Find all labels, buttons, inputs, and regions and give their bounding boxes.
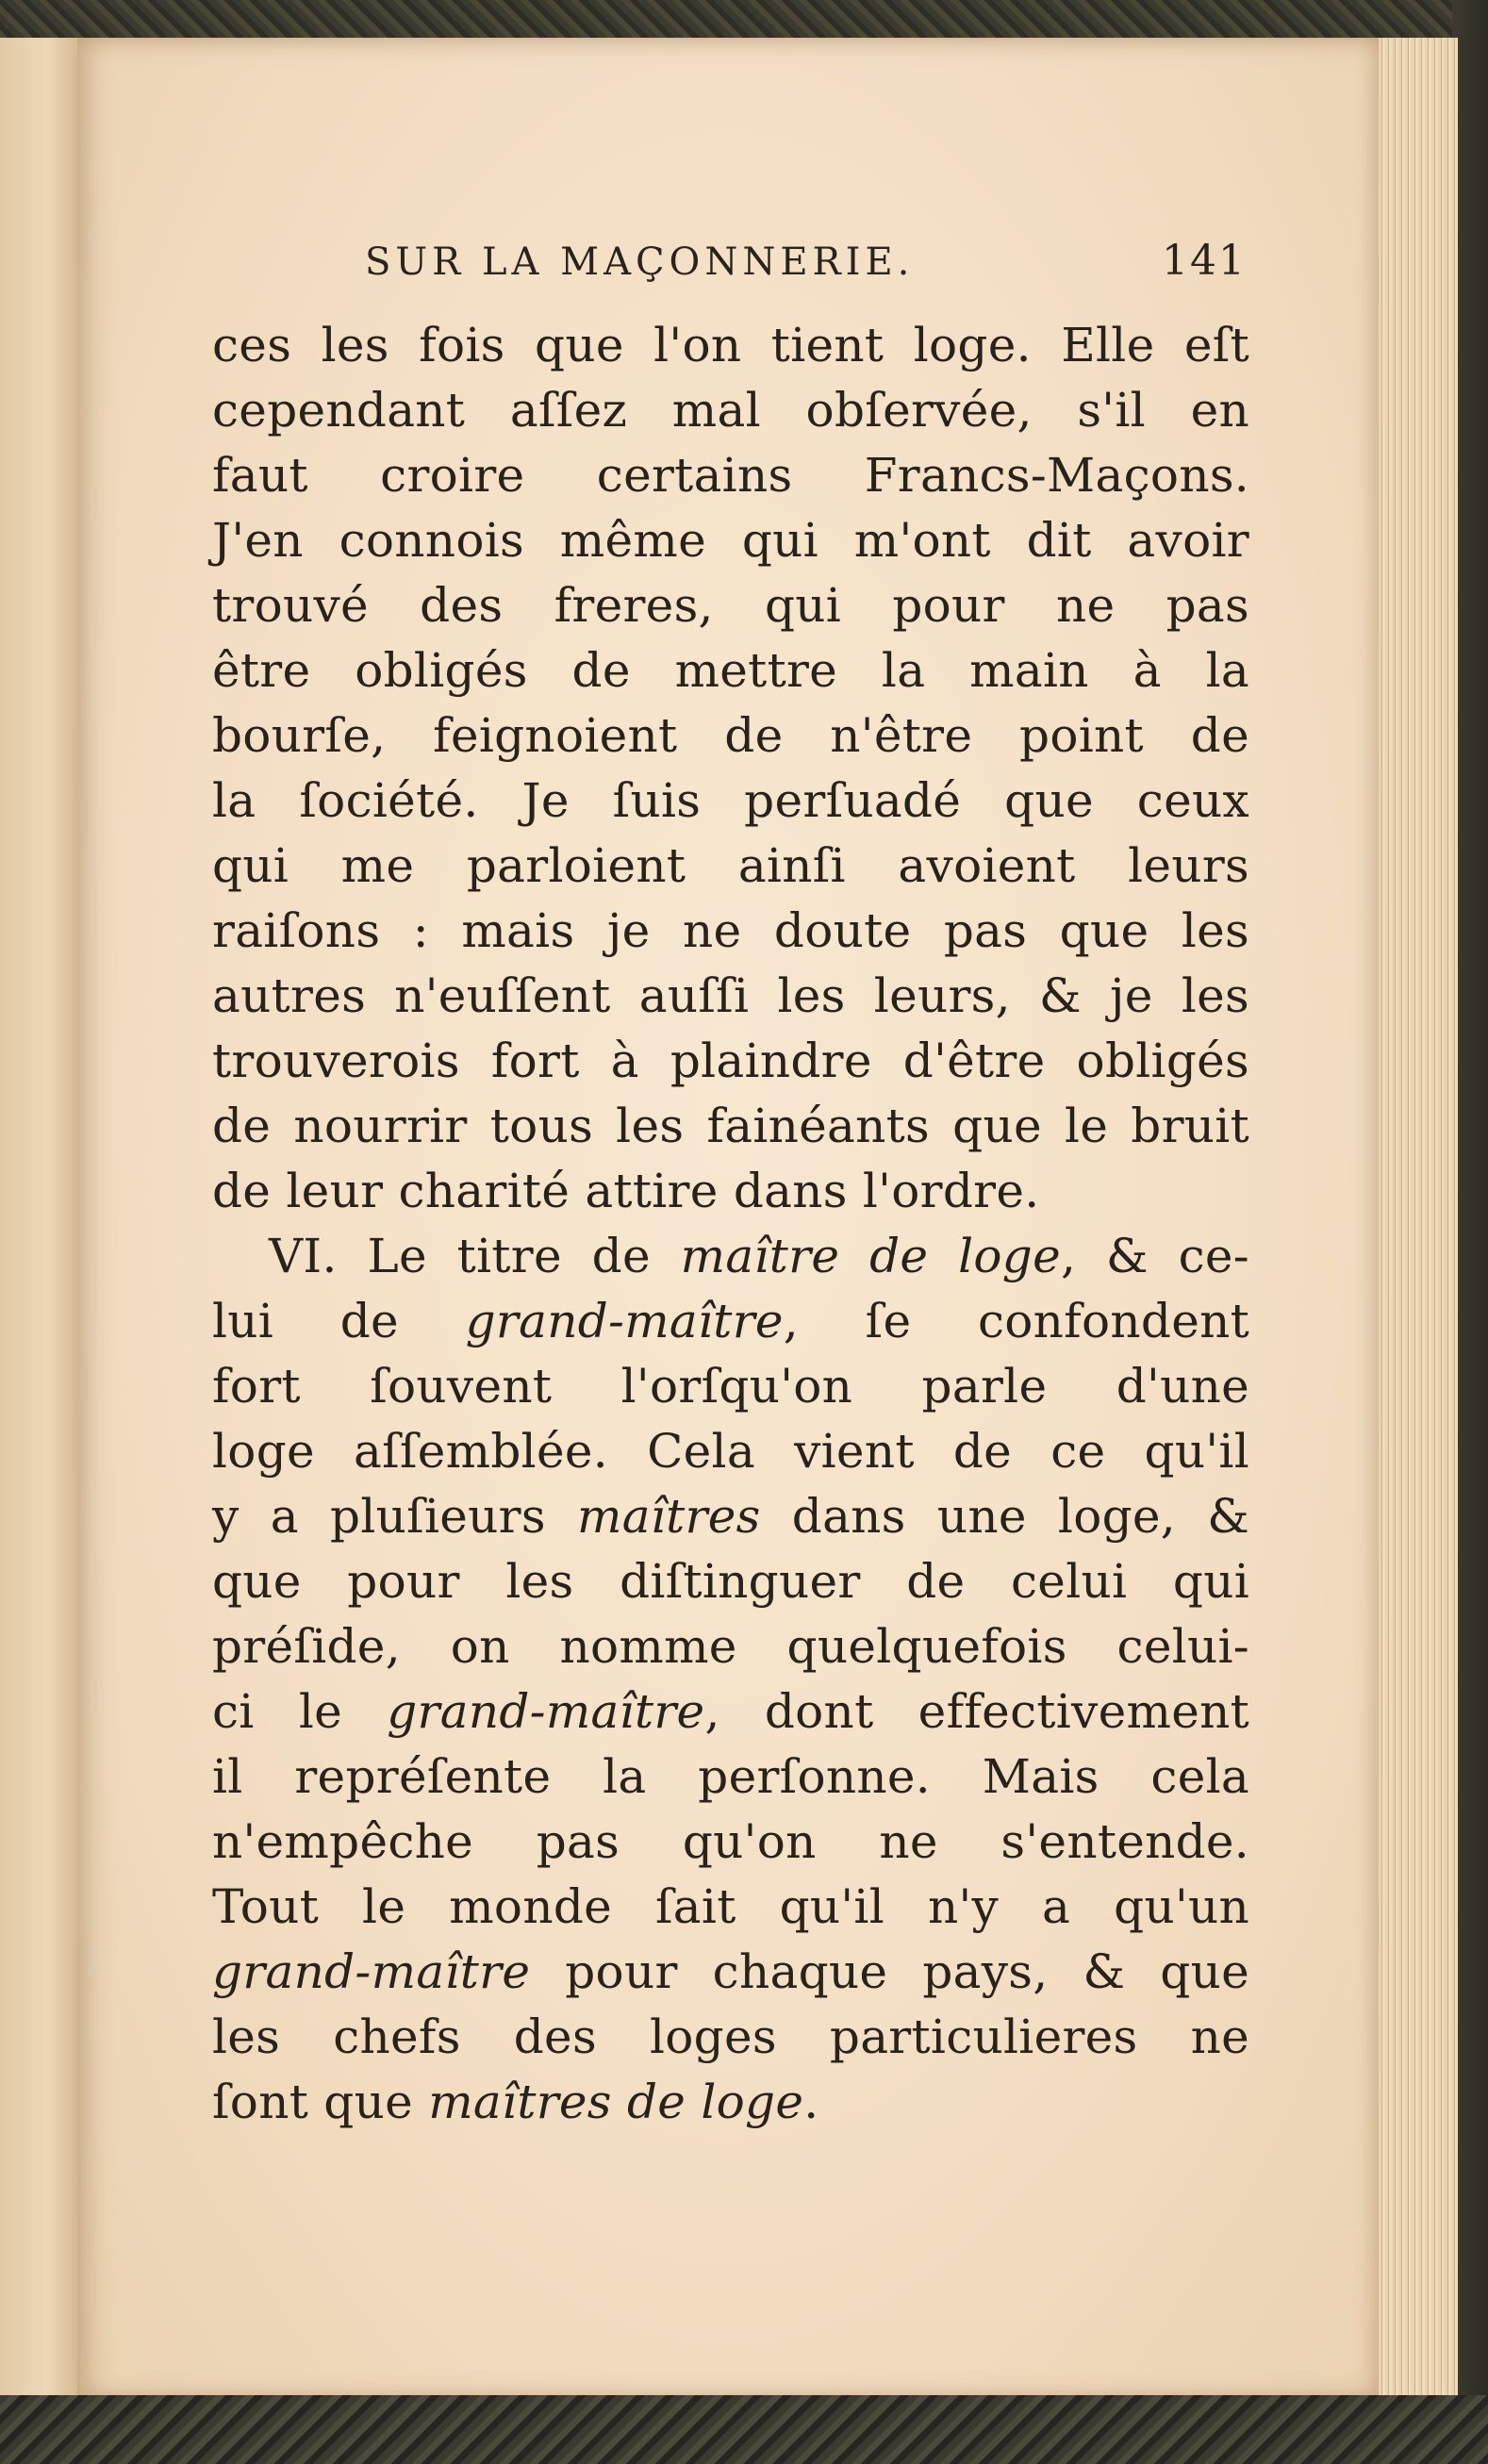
- running-head: SUR LA MAÇONNERIE.: [365, 240, 915, 284]
- text-run: dans une loge, &: [760, 1489, 1249, 1544]
- text-run: que pour les diſtinguer de celui qui: [212, 1554, 1249, 1609]
- text-run: y a pluſieurs: [212, 1489, 577, 1544]
- page-stack-edges: [1377, 38, 1458, 2400]
- text-line: [212, 1354, 1249, 1419]
- text-run: la ſociété. Je ſuis perſuadé que ceux: [212, 773, 1249, 828]
- text-line: [212, 1875, 1249, 1940]
- text-line: [212, 1940, 1249, 2005]
- text-line: [212, 1159, 1249, 1224]
- text-run: .: [803, 2075, 819, 2129]
- page-number: 141: [1162, 237, 1247, 285]
- text-line: [212, 378, 1249, 443]
- text-line: [212, 899, 1249, 964]
- italic-term: maître de loge: [680, 1229, 1061, 1283]
- text-run: trouverois fort à plaindre d'être obligés: [212, 1034, 1249, 1088]
- text-line: [212, 1810, 1249, 1875]
- text-line: [212, 964, 1249, 1029]
- text-run: préſide, on nomme quelquefois celui-: [212, 1619, 1249, 1674]
- text-run: pour chaque pays, & que: [530, 1944, 1249, 1999]
- italic-term: grand-maître: [465, 1294, 784, 1348]
- text-run: lui de: [212, 1294, 466, 1348]
- text-run: n'empêche pas qu'on ne s'entende.: [212, 1814, 1249, 1869]
- text-run: ces les fois que l'on tient loge. Elle eſt: [212, 318, 1249, 372]
- text-line: [212, 1745, 1249, 1810]
- book-page: [77, 38, 1379, 2400]
- text-run: , ſe confondent: [783, 1294, 1249, 1348]
- text-run: de leur charité attire dans l'ordre.: [212, 1164, 1040, 1218]
- text-run: les chefs des loges particulieres ne: [212, 2009, 1249, 2064]
- text-line: [212, 1029, 1249, 1094]
- text-run: , & ce-: [1060, 1229, 1249, 1283]
- text-run: raiſons : mais je ne doute pas que les: [212, 903, 1249, 958]
- text-line: [212, 443, 1249, 508]
- text-run: fort ſouvent l'orſqu'on parle d'une: [212, 1359, 1249, 1414]
- text-line: [212, 638, 1249, 703]
- text-line: [212, 703, 1249, 769]
- text-line: [212, 1289, 1249, 1354]
- book-cover-bottom: [0, 2395, 1488, 2464]
- text-line: [212, 769, 1249, 834]
- body-text: [212, 313, 1249, 2135]
- italic-term: grand-maître: [387, 1684, 705, 1739]
- italic-term: maîtres: [577, 1489, 761, 1544]
- text-run: cependant aſſez mal obſervée, s'il en: [212, 383, 1249, 438]
- text-run: J'en connois même qui m'ont dit avoir: [212, 513, 1249, 568]
- text-line: [212, 1614, 1249, 1679]
- facing-page-edge: [0, 38, 80, 2400]
- page-header: [365, 231, 1247, 297]
- italic-term: grand-maître: [212, 1944, 531, 1999]
- text-line: [212, 1419, 1249, 1484]
- text-line: [212, 508, 1249, 573]
- text-run: Tout le monde ſait qu'il n'y a qu'un: [212, 1879, 1249, 1934]
- text-line: [212, 1224, 1249, 1289]
- text-run: bourſe, feignoient de n'être point de: [212, 708, 1249, 763]
- text-run: faut croire certains Francs-Maçons.: [212, 448, 1249, 503]
- text-run: , dont effectivement: [704, 1684, 1249, 1739]
- text-line: [212, 2005, 1249, 2070]
- text-run: ſont que: [212, 2075, 429, 2129]
- text-line: [212, 2070, 1249, 2135]
- text-line: [212, 834, 1249, 899]
- text-run: être obligés de mettre la main à la: [212, 643, 1249, 698]
- text-run: ci le: [212, 1684, 388, 1739]
- text-run: trouvé des freres, qui pour ne pas: [212, 578, 1249, 633]
- text-line: [212, 1549, 1249, 1614]
- text-line: [212, 1679, 1249, 1745]
- text-line: [212, 1094, 1249, 1159]
- text-line: [212, 573, 1249, 638]
- text-line: [212, 1484, 1249, 1549]
- text-run: loge aſſemblée. Cela vient de ce qu'il: [212, 1424, 1249, 1479]
- italic-term: maîtres de loge: [428, 2075, 804, 2129]
- text-run: autres n'euſſent auſſi les leurs, & je les: [212, 968, 1249, 1023]
- text-run: il repréſente la perſonne. Mais cela: [212, 1749, 1249, 1804]
- text-run: VI. Le titre de: [269, 1229, 681, 1283]
- text-run: de nourrir tous les fainéants que le bruit: [212, 1099, 1249, 1153]
- text-line: [212, 313, 1249, 378]
- text-run: qui me parloient ainſi avoient leurs: [212, 838, 1249, 893]
